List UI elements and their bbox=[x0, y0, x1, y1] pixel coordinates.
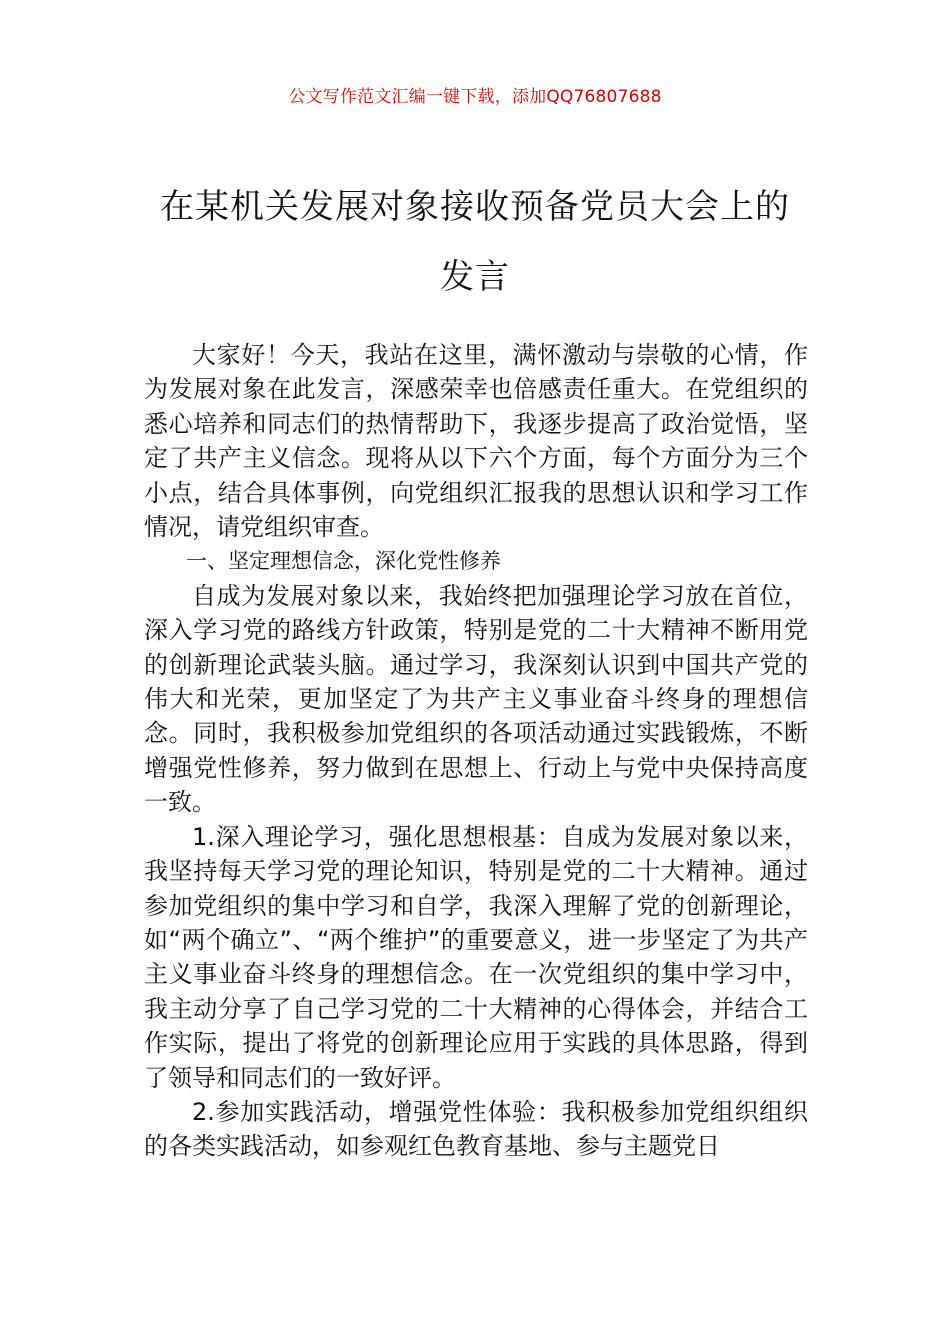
section-1-paragraph: 自成为发展对象以来，我始终把加强理论学习放在首位，深入学习党的路线方针政策，特别是党的二十大精神不断用党的创新理论武装头脑。通过学习，我深刻认识到中国共产党的伟大和光荣，更加坚定了为共产主义事业奋斗终身的理想信念。同时，我积极参加党组织的各项活动通过实践锻炼，不断增强党性修养，努力做到在思想上、行动上与党中央保持高度一致。 bbox=[144, 581, 808, 817]
page-title bbox=[120, 172, 830, 312]
title-line-1: 在某机关发展对象接收预备党员大会上的 bbox=[160, 187, 790, 227]
section-heading-1: 一、坚定理想信念，深化党性修养 bbox=[186, 549, 501, 574]
intro-paragraph: 大家好！今天，我站在这里，满怀激动与崇敬的心情，作为发展对象在此发言，深感荣幸也倍感责任重大。在党组织的悉心培养和同志们的热情帮助下，我逐步提高了政治觉悟，坚定了共产主义信念。现将从以下六个方面，每个方面分为三个小点，结合具体事例，向党组织汇报我的思想认识和学习工作情况，请党组织审查。 bbox=[144, 341, 808, 542]
point-1-paragraph: 1.深入理论学习，强化思想根基：自成为发展对象以来，我坚持每天学习党的理论知识，特别是党的二十大精神。通过参加党组织的集中学习和自学，我深入理解了党的创新理论，如“两个确立”、“两个维护”的重要意义，进一步坚定了为共产主义事业奋斗终身的理想信念。在一次党组织的集中学习中，我主动分享了自己学习党的二十大精神的心得体会，并结合工作实际，提出了将党的创新理论应用于实践的具体思路，得到了领导和同志们的一致好评。 bbox=[144, 822, 808, 1092]
document-body bbox=[144, 338, 808, 1164]
title-line-2: 发言 bbox=[440, 257, 510, 297]
header-note: 公文写作范文汇编一键下载，添加QQ76807688 bbox=[288, 87, 662, 107]
point-2-paragraph: 2.参加实践活动，增强党性体验：我积极参加党组织组织的各类实践活动，如参观红色教育基地、参与主题党日 bbox=[144, 1097, 808, 1161]
